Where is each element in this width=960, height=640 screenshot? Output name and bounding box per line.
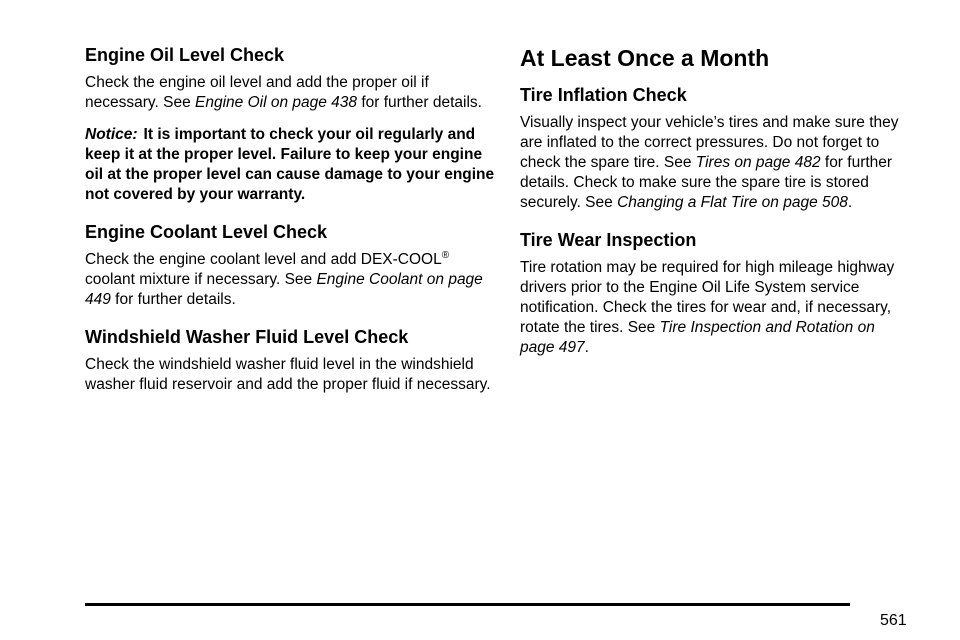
tire-rotation-ref-link[interactable]: Tire Inspection and Rotation on page 497 <box>520 319 875 356</box>
engine-oil-ref-link[interactable]: Engine Oil on page 438 <box>195 94 358 111</box>
engine-coolant-text-a: Check the engine coolant level and add DEX-COOL <box>85 251 442 268</box>
engine-coolant-ref-link[interactable]: Engine Coolant on page 449 <box>85 271 483 308</box>
tire-inflation-text-b: for further details. Check to make sure the spare tire is stored securely. See <box>520 154 893 211</box>
tire-inflation-section <box>520 84 910 213</box>
tire-wear-text-b: . <box>584 339 589 356</box>
tire-inflation-text-c: . <box>847 194 853 211</box>
engine-oil-text <box>85 73 495 113</box>
page-number: 561 <box>880 612 907 629</box>
registered-mark: ® <box>441 249 450 261</box>
engine-coolant-text <box>85 250 495 310</box>
washer-fluid-section <box>85 326 495 395</box>
flat-tire-ref-link[interactable]: Changing a Flat Tire on page 508 <box>617 194 848 211</box>
engine-coolant-section <box>85 221 495 310</box>
footer-rule <box>85 603 850 606</box>
notice-text: It is important to check your oil regularly and keep it at the proper level. Failure to keep your engine oil at the proper level can cause damage to your engine not covered by your warranty. <box>85 126 495 203</box>
tires-ref-link[interactable]: Tires on page 482 <box>695 154 821 171</box>
engine-oil-text-b: for further details. <box>357 94 482 111</box>
tire-inflation-text-a: Visually inspect your vehicle’s tires and make sure they are inflated to the correct pressures. Do not forget to check the spare tire. See <box>520 114 899 171</box>
notice-paragraph <box>85 125 495 205</box>
tire-wear-text-a: Tire rotation may be required for high mileage highway drivers prior to the Engine Oil Life System service notification. Check the tires for wear and, if necessary, rotate the tires. See <box>520 259 895 336</box>
notice-label: Notice: <box>85 126 138 143</box>
engine-oil-heading: Engine Oil Level Check <box>85 45 285 65</box>
tire-wear-text <box>520 258 910 358</box>
tire-inflation-heading: Tire Inflation Check <box>520 85 687 105</box>
right-column <box>520 44 910 374</box>
monthly-title: At Least Once a Month <box>520 45 770 71</box>
engine-coolant-text-b: coolant mixture if necessary. See <box>85 271 317 288</box>
tire-inflation-text <box>520 113 910 213</box>
engine-oil-text-a: Check the engine oil level and add the proper oil if necessary. See <box>85 74 429 111</box>
tire-wear-section <box>520 229 910 358</box>
washer-fluid-text: Check the windshield washer fluid level in the windshield washer fluid reservoir and add the proper fluid if necessary. <box>85 356 491 393</box>
tire-wear-heading: Tire Wear Inspection <box>520 230 697 250</box>
engine-oil-section <box>85 44 495 205</box>
engine-coolant-heading: Engine Coolant Level Check <box>85 222 328 242</box>
washer-fluid-heading: Windshield Washer Fluid Level Check <box>85 327 409 347</box>
engine-coolant-text-c: for further details. <box>110 291 236 308</box>
left-column <box>85 44 495 411</box>
